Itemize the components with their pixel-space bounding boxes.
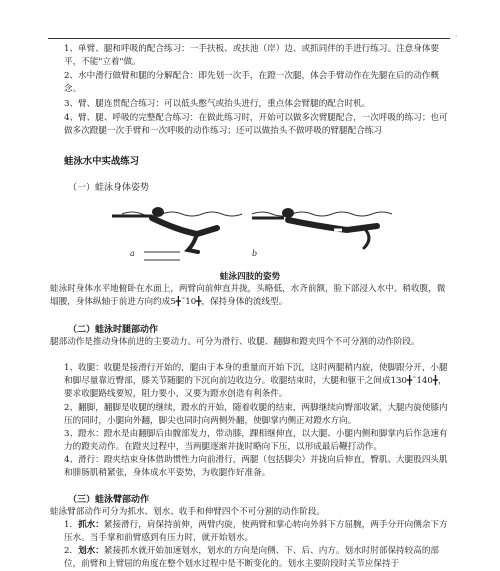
intro-item-1: 1、单臂、腿和呼吸的配合练习：一手扶板、或扶池（岸）边、或抓同伴的手进行练习。注意身体要平，不能"立着"做。	[64, 44, 440, 67]
figure-label-a: a	[130, 249, 135, 258]
intro-item-3: 3、臂、腿连贯配合练习：可以低头憋气或抬头进行，重点体会臂腿的配合时机。	[64, 99, 371, 109]
water-line-b	[252, 212, 392, 216]
leg-item-4: 4、滑行：蹬夹结束身体借助惯性力向前滑行，两腿（包括脚尖）并拢向后伸直，臀肌、大腿股四头肌和腓肠肌稍紧张，身体成水平姿势，为收腿作好准备。	[64, 455, 448, 478]
arm-intro: 蛙泳臂部动作可分为抓水、划水、收手和伸臂四个不可分割的动作阶段。	[50, 507, 326, 517]
subsection-3-title: （三）蛙泳臂部动作	[68, 495, 150, 505]
arm-item-1-text: 紧接滑行，肩保持前伸，两臂内旋，使两臂和掌心转向外斜下方屈腕，两手分开向侧余下方压水。当手掌和前臂感到有压力时，就开始划水。	[64, 520, 448, 543]
arm-item-2	[64, 545, 448, 571]
arm-item-2-num: 2．	[64, 546, 79, 556]
intro-item-4: 4、臂、腿、呼吸的完整配合练习：在做此练习时，开始可以做多次臂腿配合，一次呼吸的练习；也可做多次蹬腿一次手臂和一次呼吸的动作练习；还可以做抬头不做呼吸的臂腿配合练习	[64, 113, 448, 136]
arm-item-2-term: 划水：	[78, 546, 104, 556]
figure-caption: 蛙泳四肢的姿势	[219, 272, 281, 282]
arm-item-1-term: 抓水：	[78, 520, 104, 530]
posture-paragraph: 蛙泳时身体水平地俯卧在水面上，两臂向前伸直并拢，头略低，水齐前额，脸下部浸入水中。稍收腹，微塌腰，身体纵轴于前进方向约成5╋˜10╋，保持身体的流线型。	[50, 284, 446, 307]
corner-mark: ·	[455, 32, 458, 41]
breaststroke-figure	[102, 200, 402, 270]
subsection-2-title: （二）蛙泳时腿部动作	[68, 325, 159, 335]
header-rule	[48, 38, 450, 39]
leg-item-2: 2、翻脚，翻脚是收腿的继续，蹬水的开始，随着收腿的结束，两脚继续向臀部收紧，大腿内旋使膝内压的同时，小腿向外翻，脚尖也同时向两侧外翻，使脚掌内侧正对蹬水方向。	[64, 403, 448, 426]
figure-label-b: b	[252, 249, 258, 258]
subsection-1-title: （一）蛙泳身体姿势	[68, 183, 150, 193]
section-title: 蛙泳水中实战练习	[64, 156, 140, 167]
arm-item-2-text: 紧接抓水就开始加速划水，划水的方向是向侧、下、后、内方。划水时肘部保持较高的部位，前臂和上臂屈的角度在整个划水过程中是不断变化的。划水主要阶段时关节应保持于	[64, 546, 440, 569]
intro-item-2: 2、水中滑行做臂和腿的分解配合：即先划一次手，在蹬一次腿，体会手臂动作在先腿在后的动作概念。	[64, 71, 440, 94]
leg-item-1: 1、收腿：收腿是接滑行开始的，腿由于本身的重量而开始下沉，这时两腿稍内旋，使脚跟分开，小腿和脚尽量靠近臀部，膝关节随腿的下沉向前边收边分。收腿结束时，大腿和躯干之间成130╋˜140╋，要求收腿路线要短，阻力要小，又要为蹬水创造有利条件。	[64, 363, 448, 399]
leg-intro: 腿部动作是推动身体前进的主要动力。可分为滑行、收腿、翻脚和蹬夹四个不可分割的动作阶段。	[50, 337, 420, 347]
arm-item-1	[64, 519, 448, 545]
leg-item-3: 3、蹬水：蹬水是由翻脚后由髋部发力，带动膝，踝相继伸直，以大腿、小腿内侧和脚掌内后作急速有力的蹬夹动作。在蹬夹过程中，当两腿逐渐并拢时略向下压，以形成最后鞭打动作。	[64, 429, 448, 452]
arm-item-1-num: 1．	[64, 520, 79, 530]
swimmer-a	[112, 207, 217, 260]
